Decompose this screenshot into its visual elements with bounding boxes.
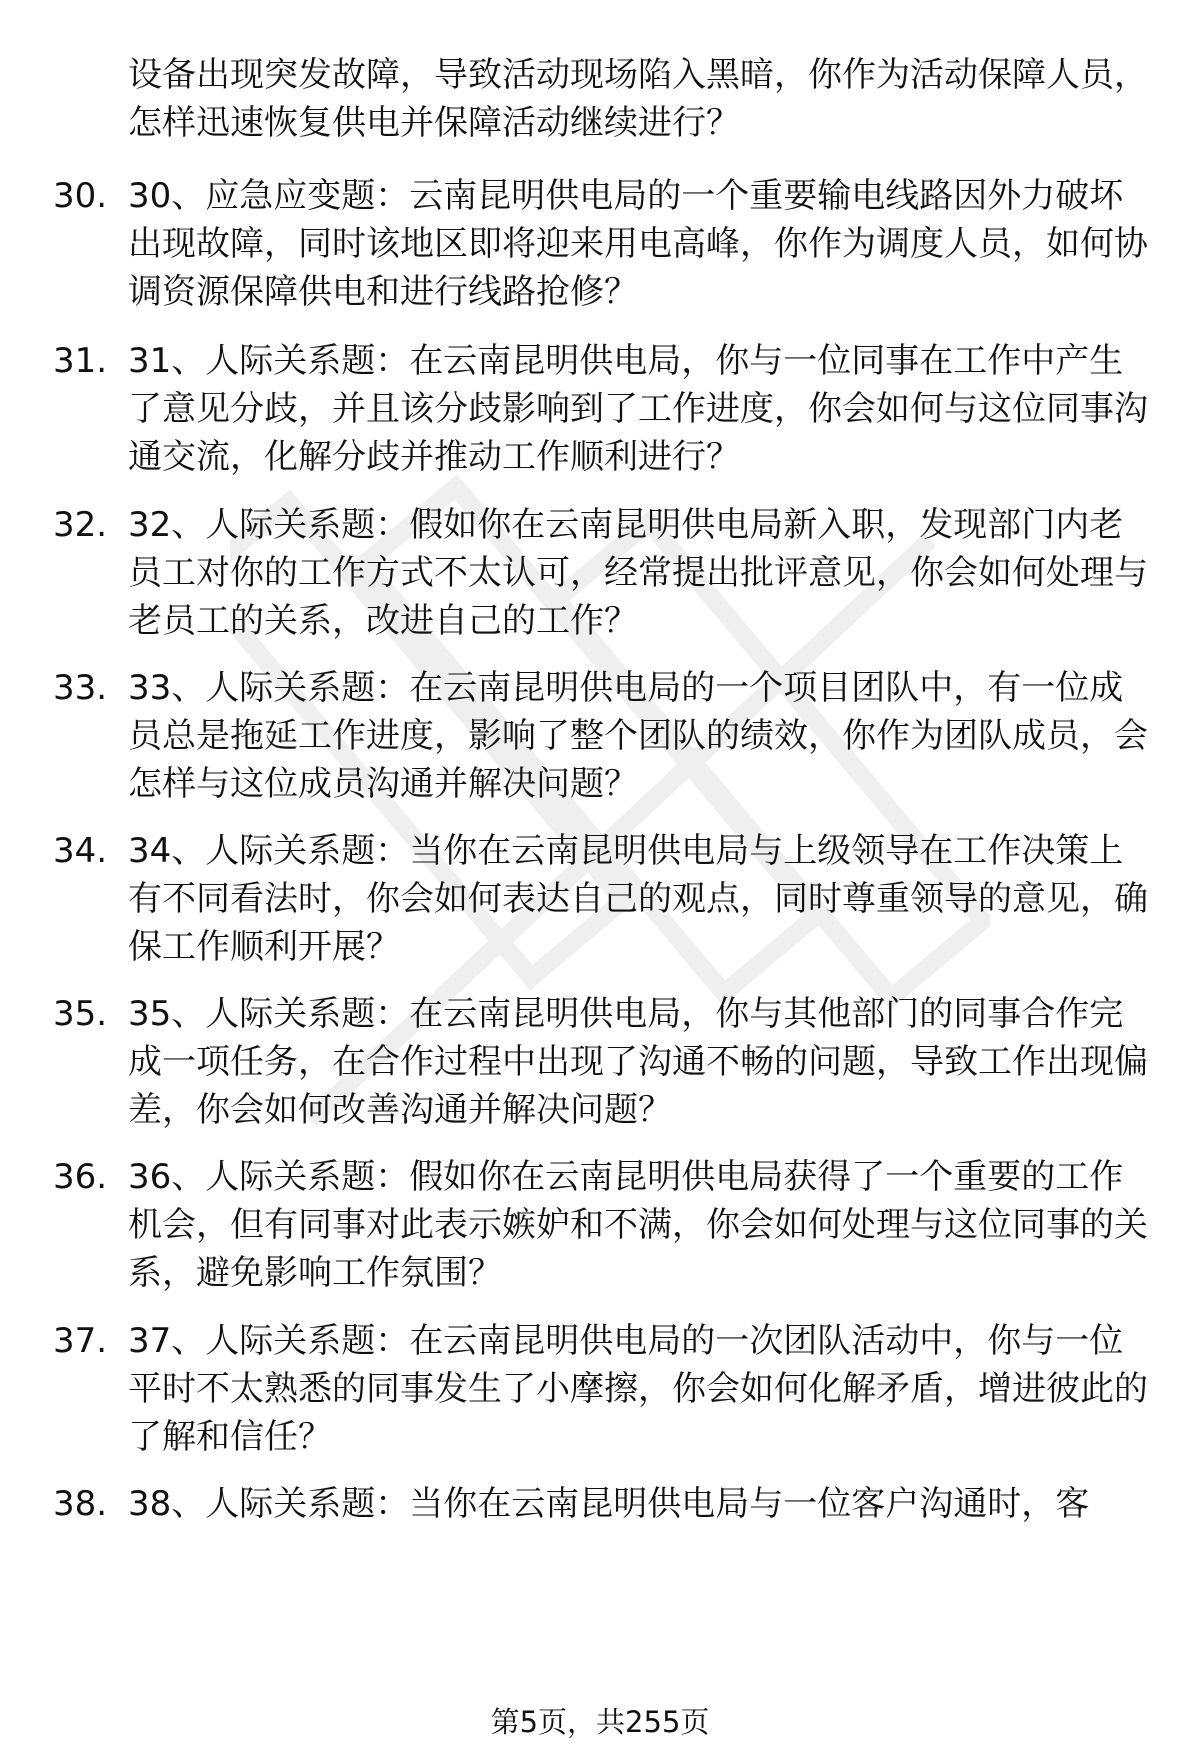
item-number: 35. (53, 994, 108, 1034)
item-text: 38、人际关系题：当你在云南昆明供电局与一位客户沟通时，客 (128, 1484, 1090, 1524)
item-text: 36、人际关系题：假如你在云南昆明供电局获得了一个重要的工作机会，但有同事对此表示嫉妒和不满，你会如何处理与这位同事的关系，避免影响工作氛围？ (128, 1157, 1148, 1293)
item-text: 31、人际关系题：在云南昆明供电局，你与一位同事在工作中产生了意见分歧，并且该分歧影响到了工作进度，你会如何与这位同事沟通交流，化解分歧并推动工作顺利进行？ (128, 341, 1148, 477)
item-number: 32. (53, 505, 108, 545)
item-number: 34. (53, 831, 108, 871)
item-text: 33、人际关系题：在云南昆明供电局的一个项目团队中，有一位成员总是拖延工作进度，影响了整个团队的绩效，你作为团队成员，会怎样与这位成员沟通并解决问题？ (128, 668, 1148, 804)
item-number: 31. (53, 341, 108, 381)
page-footer: 第5页，共255页 (490, 1705, 710, 1739)
item-number: 33. (53, 668, 108, 708)
item-text: 30、应急应变题：云南昆明供电局的一个重要输电线路因外力破坏出现故障，同时该地区即将迎来用电高峰，你作为调度人员，如何协调资源保障供电和进行线路抢修？ (128, 176, 1148, 312)
item-text: 32、人际关系题：假如你在云南昆明供电局新入职，发现部门内老员工对你的工作方式不太认可，经常提出批评意见，你会如何处理与老员工的关系，改进自己的工作？ (128, 505, 1148, 641)
item-text: 35、人际关系题：在云南昆明供电局，你与其他部门的同事合作完成一项任务，在合作过程中出现了沟通不畅的问题，导致工作出现偏差，你会如何改善沟通并解决问题？ (128, 994, 1148, 1130)
item-number: 36. (53, 1157, 108, 1197)
item-number: 38. (53, 1484, 108, 1524)
item-text: 34、人际关系题：当你在云南昆明供电局与上级领导在工作决策上有不同看法时，你会如何表达自己的观点，同时尊重领导的意见，确保工作顺利开展？ (128, 831, 1148, 967)
item-number: 37. (53, 1321, 108, 1361)
item-number: 30. (53, 176, 108, 216)
item-text: 37、人际关系题：在云南昆明供电局的一次团队活动中，你与一位平时不太熟悉的同事发生了小摩擦，你会如何化解矛盾，增进彼此的了解和信任？ (128, 1321, 1148, 1457)
continuation-paragraph: 设备出现突发故障，导致活动现场陷入黑暗，你作为活动保障人员，怎样迅速恢复供电并保障活动继续进行？ (128, 55, 1148, 143)
